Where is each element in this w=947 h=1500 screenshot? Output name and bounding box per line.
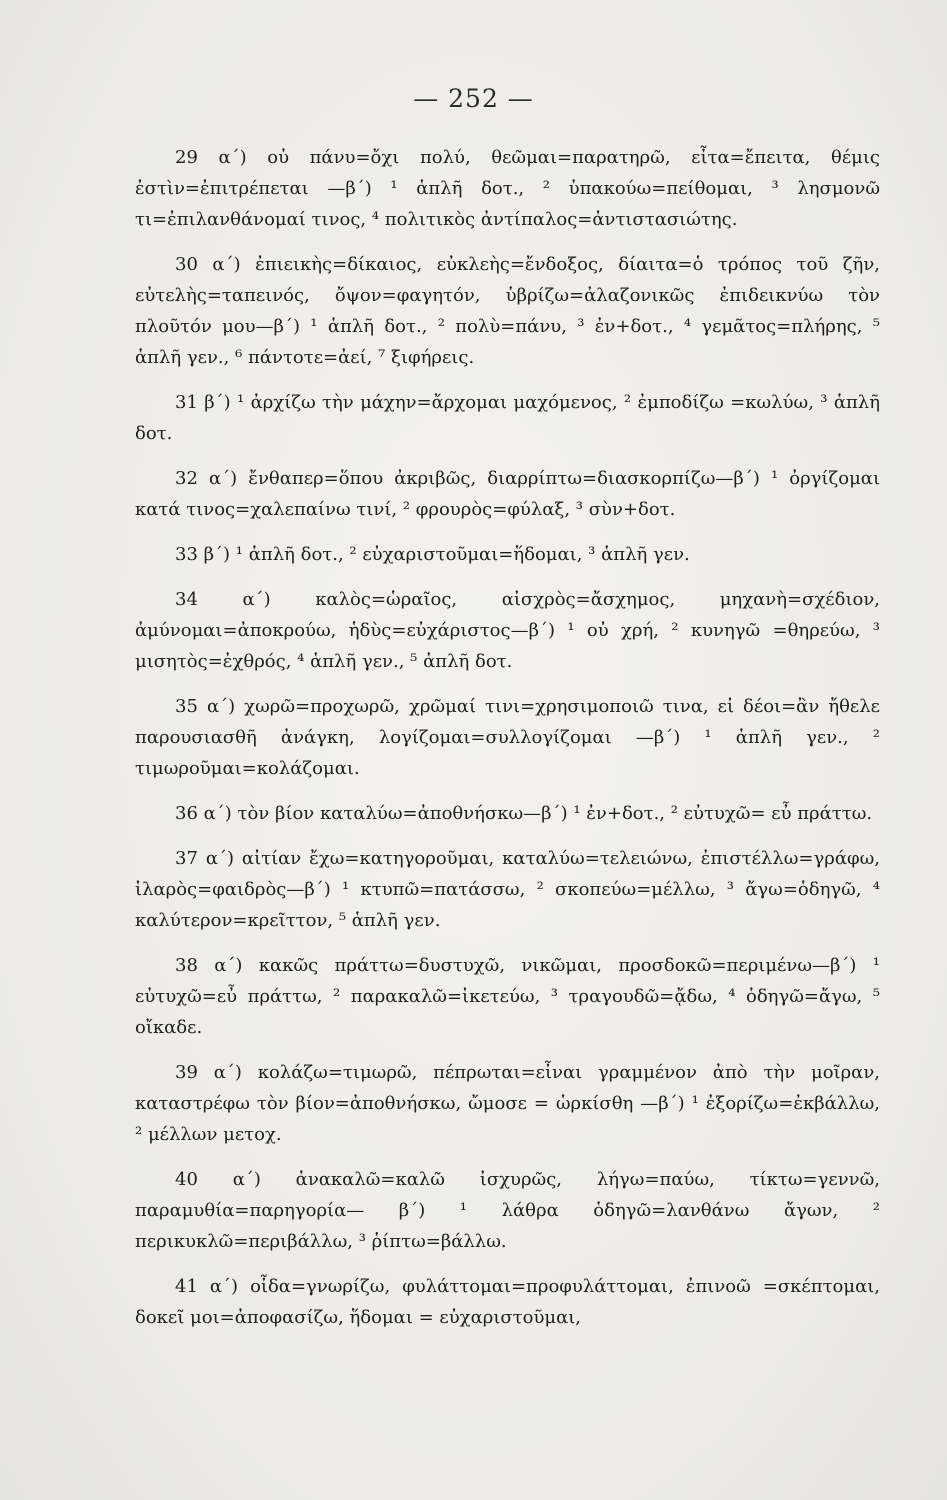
entry-40: 40 α΄) ἀνακαλῶ=καλῶ ἰσχυρῶς, λήγω=παύω, τίκτω=γεννῶ, παραμυθία=παρηγορία— β΄) ¹ λάθρα ὁδηγῶ=λανθάνω ἄγων, ² περικυκλῶ=περιβάλλω, ³ ῥίπτω=βάλλω. (135, 1169, 880, 1252)
page-number: — 252 — (413, 84, 534, 113)
page-body (135, 142, 880, 1347)
entry-34: 34 α΄) καλὸς=ὡραῖος, αἰσχρὸς=ἄσχημος, μηχανὴ=σχέδιον, ἀμύνομαι=ἀποκρούω, ἡδὺς=εὐχάριστος—β΄) ¹ οὐ χρή, ² κυνηγῶ =θηρεύω, ³ μισητὸς=ἐχθρός, ⁴ ἁπλῆ γεν., ⁵ ἁπλῆ δοτ. (135, 589, 880, 672)
entry-36: 36 α΄) τὸν βίον καταλύω=ἀποθνήσκω—β΄) ¹ ἐν+δοτ., ² εὐτυχῶ= εὖ πράττω. (175, 803, 873, 824)
entry-30: 30 α΄) ἐπιεικὴς=δίκαιος, εὐκλεὴς=ἔνδοξος, δίαιτα=ὁ τρόπος τοῦ ζῆν, εὐτελὴς=ταπεινός, ὄψον=φαγητόν, ὑβρίζω=ἀλαζονικῶς ἐπιδεικνύω τὸν πλοῦτόν μου—β΄) ¹ ἁπλῆ δοτ., ² πολὺ=πάνυ, ³ ἐν+δοτ., ⁴ γεμᾶτος=πλήρης, ⁵ ἁπλῆ γεν., ⁶ πάντοτε=ἀεί, ⁷ ξιφήρεις. (135, 254, 880, 368)
entry-37: 37 α΄) αἰτίαν ἔχω=κατηγοροῦμαι, καταλύω=τελειώνω, ἐπιστέλλω=γράφω, ἱλαρὸς=φαιδρὸς—β΄) ¹ κτυπῶ=πατάσσω, ² σκοπεύω=μέλλω, ³ ἄγω=ὁδηγῶ, ⁴ καλύτερον=κρεῖττον, ⁵ ἁπλῆ γεν. (135, 848, 880, 931)
entry-33: 33 β΄) ¹ ἁπλῆ δοτ., ² εὐχαριστοῦμαι=ἥδομαι, ³ ἁπλῆ γεν. (175, 544, 690, 565)
entry-35: 35 α΄) χωρῶ=προχωρῶ, χρῶμαί τινι=χρησιμοποιῶ τινα, εἰ δέοι=ἂν ἤθελε παρουσιασθῆ ἀνάγκη, λογίζομαι=συλλογίζομαι —β΄) ¹ ἁπλῆ γεν., ² τιμωροῦμαι=κολάζομαι. (135, 696, 880, 779)
entry-32: 32 α΄) ἔνθαπερ=ὅπου ἀκριβῶς, διαρρίπτω=διασκορπίζω—β΄) ¹ ὀργίζομαι κατά τινος=χαλεπαίνω τινί, ² φρουρὸς=φύλαξ, ³ σὺν+δοτ. (135, 468, 880, 520)
entry-29: 29 α΄) οὐ πάνυ=ὄχι πολύ, θεῶμαι=παρατηρῶ, εἶτα=ἔπειτα, θέμις ἐστὶν=ἐπιτρέπεται —β΄) ¹ ἁπλῆ δοτ., ² ὑπακούω=πείθομαι, ³ λησμονῶ τι=ἐπιλανθάνομαί τινος, ⁴ πολιτικὸς ἀντίπαλος=ἀντιστασιώτης. (135, 147, 880, 230)
entry-31: 31 β΄) ¹ ἀρχίζω τὴν μάχην=ἄρχομαι μαχόμενος, ² ἐμποδίζω =κωλύω, ³ ἁπλῆ δοτ. (135, 392, 880, 444)
entry-38: 38 α΄) κακῶς πράττω=δυστυχῶ, νικῶμαι, προσδοκῶ=περιμένω—β΄) ¹ εὐτυχῶ=εὖ πράττω, ² παρακαλῶ=ἱκετεύω, ³ τραγουδῶ=ᾄδω, ⁴ ὁδηγῶ=ἄγω, ⁵ οἴκαδε. (135, 955, 880, 1038)
entry-39: 39 α΄) κολάζω=τιμωρῶ, πέπρωται=εἶναι γραμμένον ἀπὸ τὴν μοῖραν, καταστρέφω τὸν βίον=ἀποθνήσκω, ὤμοσε = ὡρκίσθη —β΄) ¹ ἐξορίζω=ἐκβάλλω, ² μέλλων μετοχ. (135, 1062, 880, 1145)
entry-41: 41 α΄) οἶδα=γνωρίζω, φυλάττομαι=προφυλάττομαι, ἐπινοῶ =σκέπτομαι, δοκεῖ μοι=ἀποφασίζω, ἥδομαι = εὐχαριστοῦμαι, (135, 1276, 880, 1328)
